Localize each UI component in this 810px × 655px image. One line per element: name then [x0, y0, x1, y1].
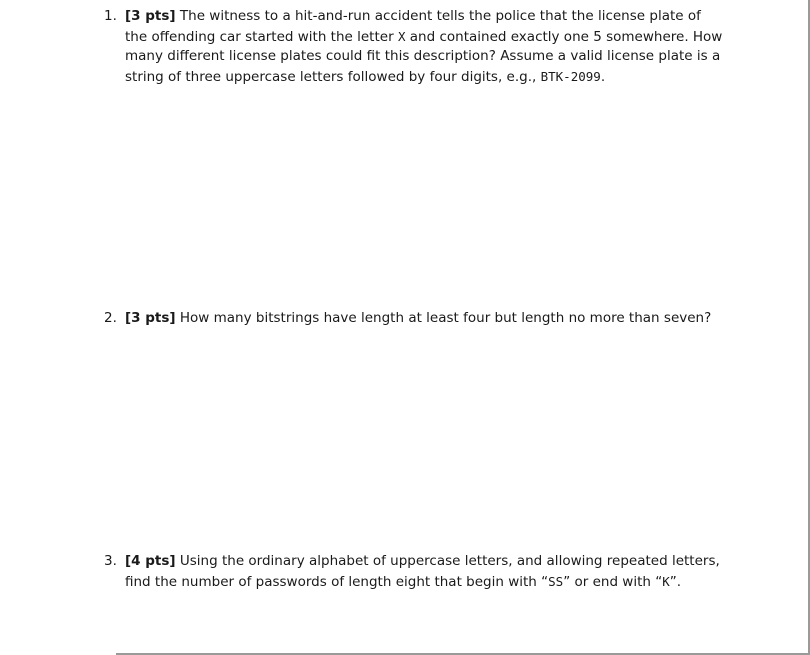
problem-statement-part: The witness to a hit-and-run accident tells the police that the license plate of the offending car started with the letter — [125, 8, 701, 45]
problem-2 — [104, 309, 724, 329]
problem-text — [125, 7, 724, 87]
problem-number: 3. — [104, 553, 117, 569]
punctuation: ”. — [669, 573, 682, 590]
problem-statement-part: and contained exactly one 5 somewhere. How many different license plates could fit this description? Assume a valid license plate is a string of three uppercase letters followed by four digits, e.g., — [125, 28, 723, 85]
punctuation: . — [600, 68, 606, 85]
letter-code: X — [397, 28, 406, 44]
problem-3 — [104, 552, 724, 592]
points-label: [3 pts] — [125, 8, 176, 24]
points-label: [4 pts] — [125, 553, 176, 569]
problem-text — [125, 309, 724, 329]
problem-statement-part: Using the ordinary alphabet of uppercase letters, and allowing repeated letters, find the number of passwords of length eight that begin with “ — [125, 553, 720, 590]
end-string: K — [662, 573, 670, 589]
problem-1 — [104, 7, 724, 87]
problem-statement-part: ” or end with “ — [563, 573, 663, 590]
problem-number: 2. — [104, 310, 117, 326]
problem-statement: How many bitstrings have length at least four but length no more than seven? — [179, 310, 712, 326]
example-plate: BTK-2099 — [540, 68, 601, 84]
problem-text — [125, 552, 724, 592]
points-label: [3 pts] — [125, 310, 176, 326]
begin-string: SS — [548, 573, 564, 589]
problem-number: 1. — [104, 8, 117, 24]
